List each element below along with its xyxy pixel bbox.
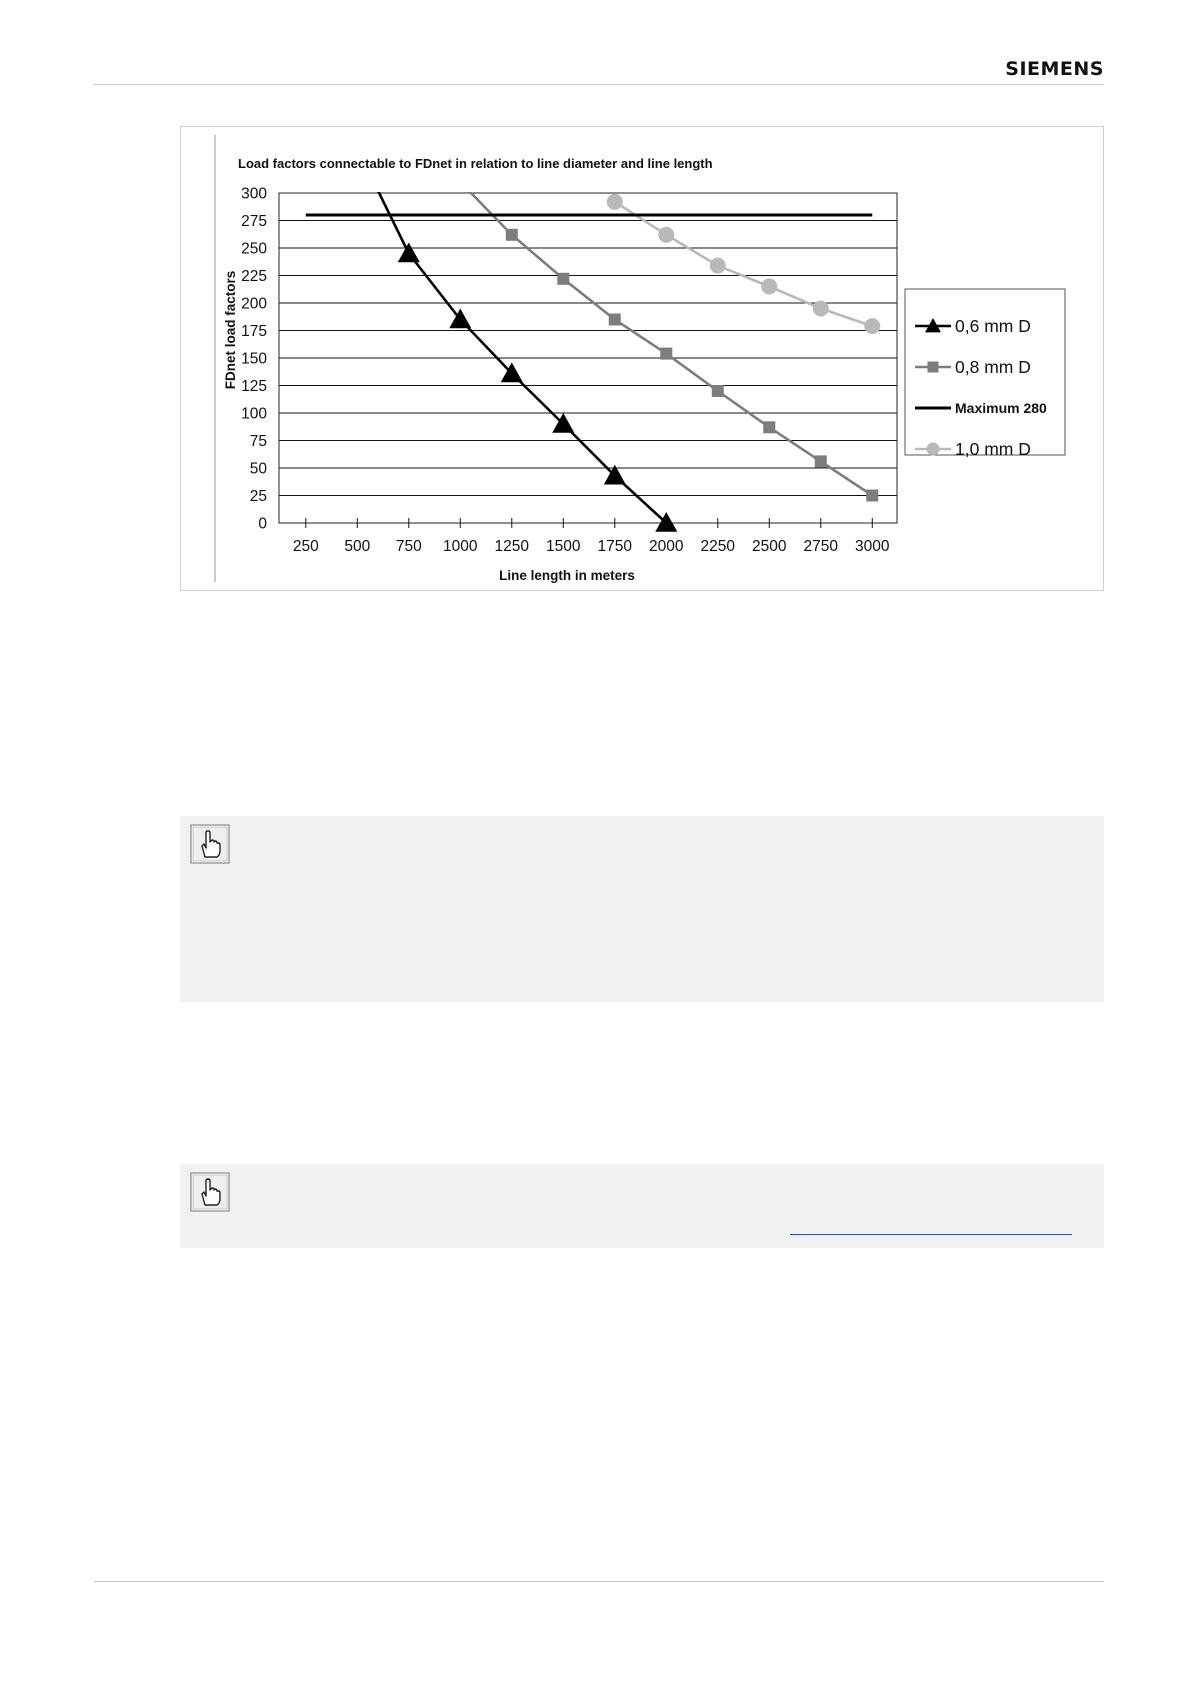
y-tick-label: 125 <box>241 378 267 395</box>
y-axis-label: FDnet load factors <box>223 270 238 390</box>
series-point <box>866 490 878 502</box>
axes <box>241 186 890 556</box>
x-tick-label: 2500 <box>752 538 787 555</box>
y-tick-label: 150 <box>241 350 267 368</box>
note-box-2 <box>180 1164 1104 1248</box>
y-tick-label: 225 <box>241 268 267 285</box>
series-point <box>398 243 420 263</box>
series-layer <box>306 182 881 532</box>
header-rule <box>94 84 1104 85</box>
series-point <box>712 385 724 397</box>
pointing-hand-icon <box>190 1172 230 1212</box>
y-tick-label: 100 <box>241 405 267 423</box>
note-box-1 <box>180 816 1104 1002</box>
x-tick-label: 1750 <box>597 538 633 555</box>
x-tick-label: 1500 <box>546 538 581 555</box>
load-factor-chart <box>181 127 1103 590</box>
y-tick-label: 250 <box>241 240 267 258</box>
hyperlink-underline[interactable] <box>790 1234 1072 1235</box>
x-tick-label: 250 <box>292 538 319 555</box>
series-point <box>813 301 829 317</box>
y-tick-label: 50 <box>249 460 267 478</box>
x-tick-label: 1250 <box>494 538 530 555</box>
x-tick-label: 2250 <box>700 538 736 555</box>
series-point <box>815 455 827 467</box>
series-point <box>864 318 880 334</box>
y-tick-label: 200 <box>241 295 267 313</box>
y-tick-label: 0 <box>258 515 267 533</box>
legend-swatch-marker <box>927 443 940 456</box>
x-axis-label: Line length in meters <box>499 568 635 583</box>
series-point <box>763 421 775 433</box>
series-point <box>609 314 621 326</box>
series-point <box>607 194 623 210</box>
x-tick-label: 500 <box>344 538 371 555</box>
series-point <box>506 229 518 241</box>
series-point <box>658 227 674 243</box>
pointing-hand-icon <box>190 824 230 864</box>
series-point <box>660 348 672 360</box>
y-tick-label: 300 <box>241 185 267 203</box>
series-point <box>557 273 569 285</box>
footer-rule <box>94 1581 1104 1582</box>
x-tick-label: 3000 <box>855 538 890 555</box>
chart-title: Load factors connectable to FDnet in relation to line diameter and line length <box>238 156 713 171</box>
siemens-logo: SIEMENS <box>1005 58 1104 80</box>
legend-entry-label: Maximum 280 <box>955 400 1047 416</box>
legend-entry-label: 0,8 mm D <box>955 357 1031 377</box>
legend-entry-label: 0,6 mm D <box>955 316 1031 336</box>
y-tick-label: 25 <box>249 488 267 505</box>
y-tick-label: 275 <box>241 213 267 230</box>
series-lines-clipped <box>374 182 873 523</box>
y-tick-label: 175 <box>241 323 267 340</box>
chart-figure <box>180 126 1104 591</box>
legend-entry-label: 1,0 mm D <box>955 439 1031 459</box>
grid <box>279 221 897 496</box>
series-point <box>710 258 726 274</box>
series-line <box>374 182 667 523</box>
x-tick-label: 750 <box>395 538 422 555</box>
y-tick-label: 75 <box>249 433 267 450</box>
legend <box>905 289 1065 459</box>
series-point <box>761 279 777 295</box>
x-tick-label: 2750 <box>803 538 839 555</box>
x-tick-label: 2000 <box>649 538 684 555</box>
legend-swatch-marker <box>928 362 939 373</box>
x-tick-label: 1000 <box>443 538 478 555</box>
